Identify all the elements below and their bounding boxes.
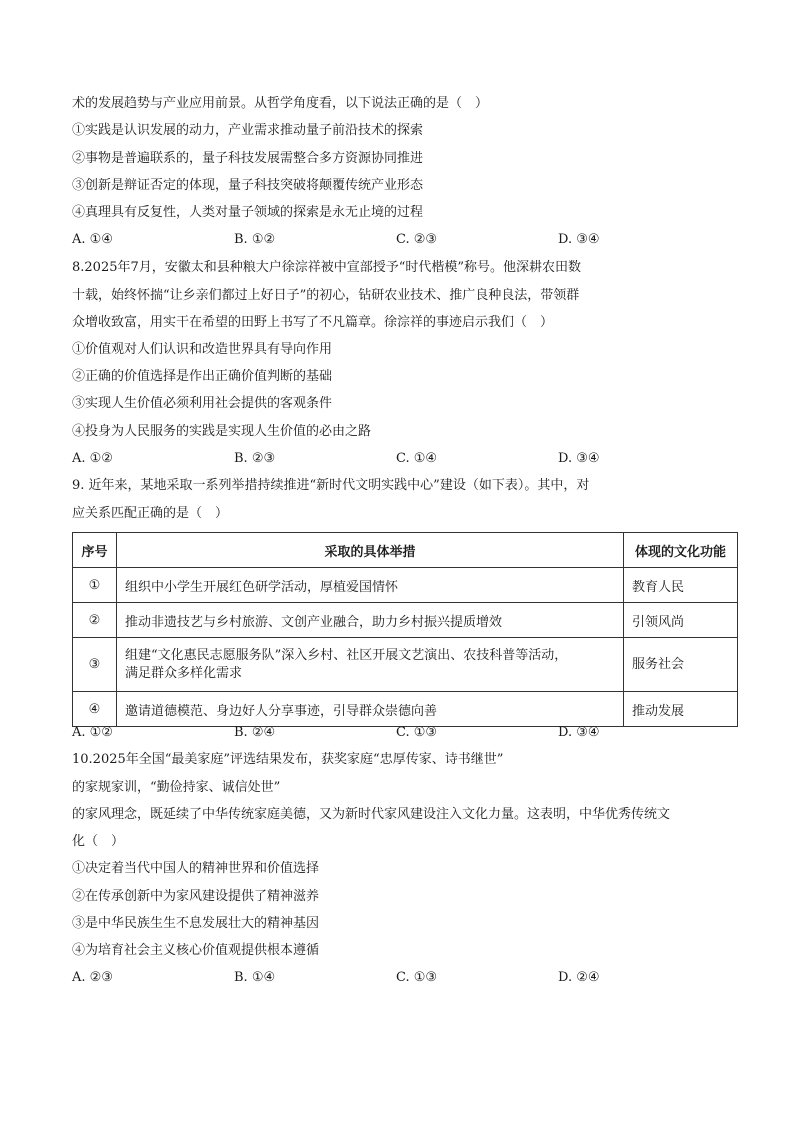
q8-options — [72, 450, 632, 468]
q9-option-d[interactable]: D. ③④ — [558, 725, 600, 740]
q8-statement-2: ②正确的价值选择是作出正确价值判断的基础 — [72, 369, 333, 384]
row-function: 推动发展 — [624, 692, 738, 727]
header-number: 序号 — [73, 533, 117, 568]
q10-statement-2: ②在传承创新中为家风建设提供了精神滋养 — [72, 889, 320, 904]
q10-options — [72, 969, 632, 987]
q7-option-d[interactable]: D. ③④ — [558, 232, 600, 247]
row-function: 引领风尚 — [624, 603, 738, 638]
q8-option-b[interactable]: B. ②③ — [234, 451, 276, 466]
q10-stem-line-4: 化（ ） — [72, 834, 125, 849]
q10-stem-line-1: 10.2025年全国“最美家庭”评选结果发布，获奖家庭“忠厚传家、诗书继世” — [72, 752, 504, 767]
q10-stem-line-2: 的家规家训，“勤俭持家、诚信处世” — [72, 780, 281, 795]
q7-option-b[interactable]: B. ①② — [234, 232, 276, 247]
q8-statement-3: ③实现人生价值必须利用社会提供的客观条件 — [72, 396, 333, 411]
table-row — [73, 638, 738, 692]
q8-stem-line-3: 众增收致富，用实干在希望的田野上书写了不凡篇章。徐淙祥的事迹启示我们（ ） — [72, 315, 554, 330]
table-row — [73, 692, 738, 727]
row-number: ② — [73, 603, 117, 638]
header-function: 体现的文化功能 — [624, 533, 738, 568]
q7-stem-line: 术的发展趋势与产业应用前景。从哲学角度看，以下说法正确的是（ ） — [72, 96, 489, 111]
row-measure — [117, 638, 624, 692]
q9-option-a[interactable]: A. ①② — [72, 725, 113, 740]
row-function: 服务社会 — [624, 638, 738, 692]
q10-statement-4: ④为培育社会主义核心价值观提供根本遵循 — [72, 943, 320, 958]
row-number: ① — [73, 568, 117, 603]
q10-option-b[interactable]: B. ①④ — [234, 970, 276, 985]
q8-option-c[interactable]: C. ①④ — [396, 451, 438, 466]
q8-stem-line-2: 十载，始终怀揣“让乡亲们都过上好日子”的初心，钻研农业技术、推广良种良法，带领群 — [72, 288, 580, 303]
q8-option-d[interactable]: D. ③④ — [558, 451, 600, 466]
q7-statement-4: ④真理具有反复性，人类对量子领域的探索是永无止境的过程 — [72, 205, 424, 220]
q7-statement-3: ③创新是辩证否定的体现，量子科技突破将颠覆传统产业形态 — [72, 178, 424, 193]
table-row — [73, 603, 738, 638]
q9-stem-line-2: 应关系匹配正确的是（ ） — [72, 506, 229, 521]
q10-option-c[interactable]: C. ①③ — [396, 970, 438, 985]
q10-statement-3: ③是中华民族生生不息发展壮大的精神基因 — [72, 916, 320, 931]
q7-option-a[interactable]: A. ①④ — [72, 232, 113, 247]
row-measure: 组织中小学生开展红色研学活动，厚植爱国情怀 — [117, 568, 624, 603]
row-function: 教育人民 — [624, 568, 738, 603]
q7-statement-2: ②事物是普遍联系的，量子科技发展需整合多方资源协同推进 — [72, 151, 424, 166]
q7-statement-1: ①实践是认识发展的动力，产业需求推动量子前沿技术的探索 — [72, 123, 424, 138]
table-header-row — [73, 533, 738, 568]
q10-stem-line-3: 的家风理念，既延续了中华传统家庭美德，又为新时代家风建设注入文化力量。这表明，中华优秀传统文 — [72, 807, 671, 822]
row-measure-line-2: 满足群众多样化需求 — [125, 665, 243, 681]
row-number: ④ — [73, 692, 117, 727]
q7-options — [72, 231, 632, 249]
row-measure: 邀请道德模范、身边好人分享事迹，引导群众崇德向善 — [117, 692, 624, 727]
row-measure: 推动非遗技艺与乡村旅游、文创产业融合，助力乡村振兴提质增效 — [117, 603, 624, 638]
q8-statement-1: ①价值观对人们认识和改造世界具有导向作用 — [72, 342, 333, 357]
q9-option-b[interactable]: B. ②④ — [234, 725, 276, 740]
q8-stem-line-1: 8.2025年7月，安徽太和县种粮大户徐淙祥被中宣部授予“时代楷模”称号。他深耕农田数 — [72, 260, 582, 275]
q7-option-c[interactable]: C. ②③ — [396, 232, 438, 247]
q9-options — [72, 724, 632, 742]
q9-stem-line-1: 9. 近年来，某地采取一系列举措持续推进“新时代文明实践中心”建设（如下表）。其中，对 — [72, 478, 590, 493]
q8-statement-4: ④投身为人民服务的实践是实现人生价值的必由之路 — [72, 424, 372, 439]
q10-statement-1: ①决定着当代中国人的精神世界和价值选择 — [72, 861, 320, 876]
q9-option-c[interactable]: C. ①③ — [396, 725, 438, 740]
table-row — [73, 568, 738, 603]
q10-option-a[interactable]: A. ②③ — [72, 970, 113, 985]
q10-option-d[interactable]: D. ②④ — [558, 970, 600, 985]
header-measure: 采取的具体举措 — [117, 533, 624, 568]
row-number: ③ — [73, 638, 117, 692]
q8-option-a[interactable]: A. ①② — [72, 451, 113, 466]
row-measure-line-1: 组建“文化惠民志愿服务队”深入乡村、社区开展文艺演出、农技科普等活动， — [125, 647, 568, 663]
measures-table — [72, 532, 738, 727]
